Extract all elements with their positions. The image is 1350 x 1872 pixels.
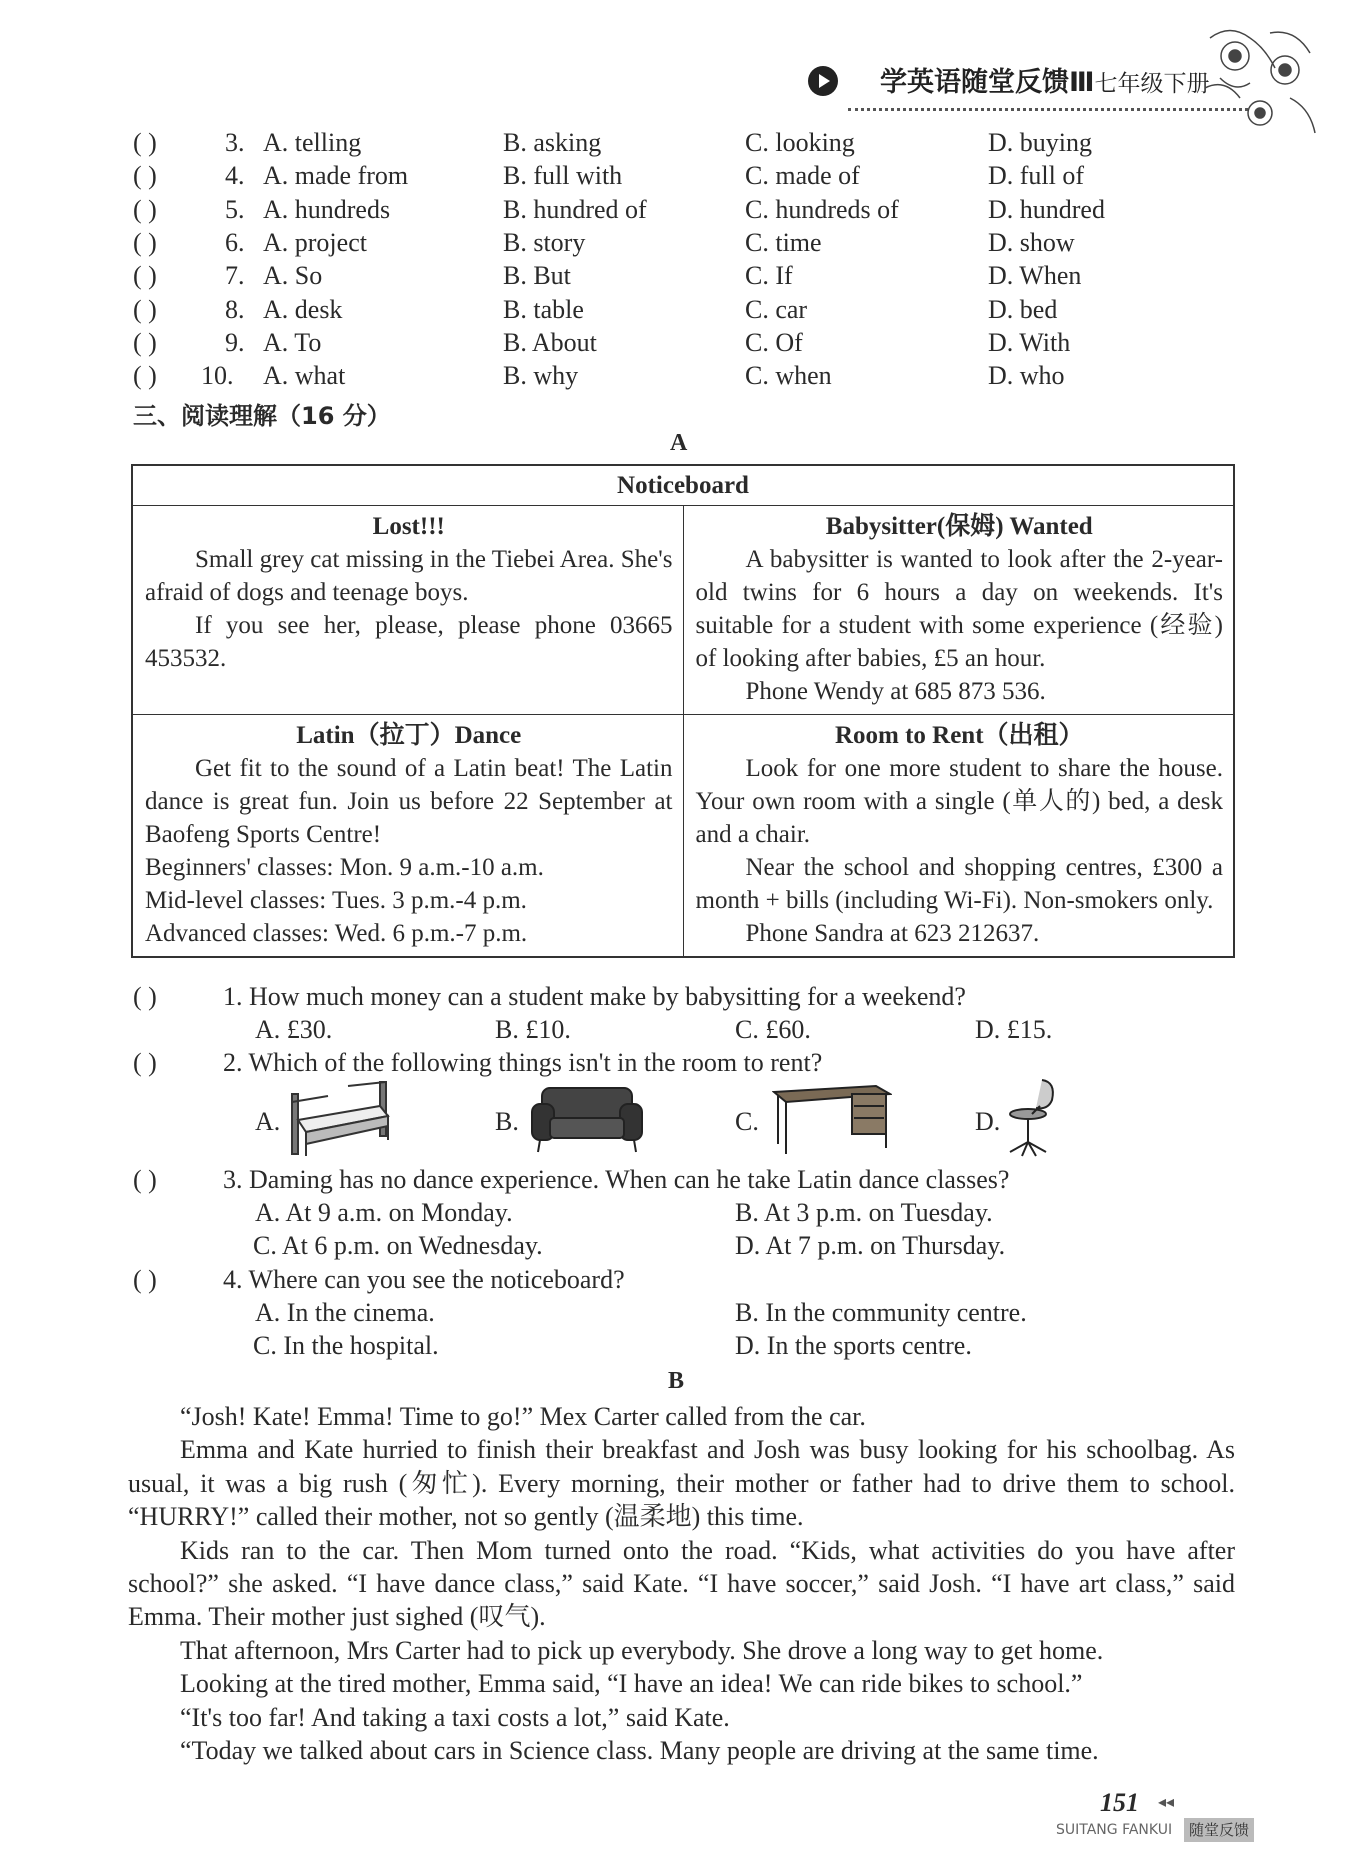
q4-option-c: C. In the hospital. [253, 1331, 439, 1360]
page-header [808, 42, 1238, 98]
latin-title: Latin（拉丁）Dance [296, 722, 522, 749]
brand-chinese: 随堂反馈 [1184, 1818, 1254, 1842]
bed-icon [288, 1080, 396, 1158]
desk-icon [772, 1082, 892, 1156]
answer-blank[interactable]: ( ) [133, 327, 157, 357]
brand-english: SUITANG FANKUI [1056, 1822, 1173, 1838]
question-number: 8. [225, 294, 245, 324]
lost-title: Lost!!! [372, 513, 445, 540]
option-a: A. what [263, 361, 346, 391]
q1-option-c: C. £60. [735, 1015, 811, 1044]
option-c: C. car [745, 294, 808, 324]
answer-blank[interactable]: ( ) [133, 361, 157, 391]
latin-text: Get fit to the sound of a Latin beat! The Latin dance is great fun. Join us before 22 September at Baofeng Sports Centre! [145, 755, 673, 848]
question-number: 9. [225, 327, 245, 357]
q4-option-d: D. In the sports centre. [735, 1331, 972, 1360]
option-c: C. Of [745, 327, 803, 357]
lost-text: Small grey cat missing in the Tiebei Area. She's afraid of dogs and teenage boys. [145, 546, 673, 606]
option-c: C. when [745, 361, 832, 391]
babysitter-phone: Phone Wendy at 685 873 536. [745, 678, 1046, 705]
option-a: A. project [263, 227, 367, 257]
part-b-heading: B [668, 1368, 685, 1394]
answer-blank[interactable]: ( ) [133, 294, 157, 324]
header-divider [848, 108, 1248, 111]
option-b: B. hundred of [503, 194, 647, 224]
latin-dance-notice [132, 715, 683, 958]
option-a: A. made from [263, 161, 409, 191]
question-number: 10. [201, 361, 234, 391]
chair-icon [1002, 1076, 1064, 1160]
option-d: D. With [988, 327, 1071, 357]
answer-blank[interactable]: ( ) [133, 1265, 157, 1294]
passage-paragraph: “It's too far! And taking a taxi costs a lot,” said Kate. [180, 1702, 730, 1732]
question-number: 7. [225, 261, 245, 291]
room-price: Near the school and shopping centres, £300 a month + bills (including Wi-Fi). Non-smokers only. [695, 854, 1223, 914]
option-c: C. time [745, 227, 822, 257]
arrow-left-icon: ◂◂ [1158, 1794, 1175, 1811]
option-b: B. But [503, 261, 571, 291]
passage-b [128, 1400, 1235, 1767]
option-c: C. looking [745, 128, 855, 157]
answer-blank[interactable]: ( ) [133, 982, 157, 1011]
answer-blank[interactable]: ( ) [133, 1165, 157, 1194]
latin-advanced: Advanced classes: Wed. 6 p.m.-7 p.m. [145, 920, 528, 947]
latin-beginners: Beginners' classes: Mon. 9 a.m.-10 a.m. [145, 854, 544, 881]
answer-blank[interactable]: ( ) [133, 128, 157, 157]
passage-paragraph: “Josh! Kate! Emma! Time to go!” Mex Carter called from the car. [180, 1402, 866, 1431]
q3-option-a: A. At 9 a.m. on Monday. [255, 1198, 513, 1227]
option-a: A. telling [263, 128, 362, 157]
q2-option-c: C. [735, 1107, 759, 1136]
babysitter-title: Babysitter(保姆) Wanted [825, 513, 1093, 540]
passage-paragraph: Looking at the tired mother, Emma said, “I have an idea! We can ride bikes to school.” [180, 1669, 1083, 1699]
option-d: D. bed [988, 294, 1058, 324]
babysitter-text: A babysitter is wanted to look after the 2-year-old twins for 6 hours a day on weekends. It's suitable for a student with some experience (经验) of looking after babies, £5 an hour. [695, 546, 1223, 672]
noticeboard-title: Noticeboard [132, 465, 1234, 506]
passage-paragraph: Emma and Kate hurried to finish their breakfast and Josh was busy looking for his schoolbag. As usual, it was a big rush (匆忙). Every morning, their mother or father had to drive them to school. “HURRY!” called their mother, not so gently (温柔地) this time. [128, 1435, 1235, 1532]
q3-option-b: B. At 3 p.m. on Tuesday. [735, 1198, 993, 1227]
answer-blank[interactable]: ( ) [133, 161, 157, 191]
q1-option-d: D. £15. [975, 1015, 1053, 1044]
option-b: B. asking [503, 128, 602, 157]
option-d: D. hundred [988, 194, 1105, 224]
option-d: D. show [988, 227, 1075, 257]
option-c: C. made of [745, 161, 860, 191]
q2-option-a: A. [255, 1107, 281, 1136]
option-d: D. full of [988, 161, 1085, 191]
answer-blank[interactable]: ( ) [133, 194, 157, 224]
lost-notice [132, 506, 683, 715]
room-rent-notice [683, 715, 1234, 958]
flower-decoration-icon [1190, 18, 1325, 138]
footer-brand [1056, 1818, 1256, 1844]
q3-option-d: D. At 7 p.m. on Thursday. [735, 1231, 1006, 1260]
section-title: 三、阅读理解（16 分） [133, 402, 391, 430]
q2-option-d: D. [975, 1107, 1001, 1136]
question-text: 1. How much money can a student make by babysitting for a weekend? [223, 982, 966, 1011]
room-title: Room to Rent（出租） [834, 722, 1084, 749]
q2-option-b: B. [495, 1107, 519, 1136]
noticeboard-table [131, 464, 1235, 958]
q3-option-c: C. At 6 p.m. on Wednesday. [253, 1231, 543, 1260]
q4-option-b: B. In the community centre. [735, 1298, 1027, 1327]
option-b: B. table [503, 294, 584, 324]
option-b: B. why [503, 361, 579, 391]
option-d: D. When [988, 261, 1082, 291]
question-number: 6. [225, 227, 245, 257]
q1-option-a: A. £30. [255, 1015, 333, 1044]
option-b: B. About [503, 327, 597, 357]
lost-phone: If you see her, please, please phone 03665 453532. [145, 612, 673, 672]
option-a: A. So [263, 261, 323, 291]
room-phone: Phone Sandra at 623 212637. [745, 920, 1040, 947]
question-number: 5. [225, 194, 245, 224]
book-title: 学英语随堂反馈Ⅲ七年级下册 [880, 67, 1210, 98]
option-d: D. who [988, 361, 1065, 391]
part-a-heading: A [670, 430, 688, 456]
option-a: A. To [263, 327, 322, 357]
question-number: 4. [225, 161, 245, 191]
option-d: D. buying [988, 128, 1092, 157]
option-b: B. full with [503, 161, 623, 191]
question-text: 3. Daming has no dance experience. When can he take Latin dance classes? [223, 1165, 1010, 1194]
option-a: A. desk [263, 294, 343, 324]
option-c: C. If [745, 261, 793, 291]
q4-option-a: A. In the cinema. [255, 1298, 435, 1327]
passage-paragraph: That afternoon, Mrs Carter had to pick up everybody. She drove a long way to get home. [180, 1635, 1104, 1665]
play-icon [808, 66, 838, 96]
babysitter-notice [683, 506, 1234, 715]
option-b: B. story [503, 227, 586, 257]
answer-blank[interactable]: ( ) [133, 227, 157, 257]
page-number: 151 [1100, 1788, 1139, 1817]
room-text: Look for one more student to share the house. Your own room with a single (单人的) bed, a desk and a chair. [695, 755, 1223, 848]
question-text: 4. Where can you see the noticeboard? [223, 1265, 625, 1294]
passage-paragraph: Kids ran to the car. Then Mom turned onto the road. “Kids, what activities do you have after school?” she asked. “I have dance class,” said Kate. “I have soccer,” said Josh. “I have art class,” said Emma. Their mother just sighed (叹气). [128, 1535, 1235, 1632]
question-number: 3. [225, 128, 245, 157]
answer-blank[interactable]: ( ) [133, 1048, 157, 1077]
option-c: C. hundreds of [745, 194, 899, 224]
q1-option-b: B. £10. [495, 1015, 571, 1044]
latin-midlevel: Mid-level classes: Tues. 3 p.m.-4 p.m. [145, 887, 527, 914]
option-a: A. hundreds [263, 194, 391, 224]
sofa-icon [530, 1082, 645, 1154]
question-text: 2. Which of the following things isn't in the room to rent? [223, 1048, 823, 1077]
passage-paragraph: “Today we talked about cars in Science class. Many people are driving at the same time. [180, 1736, 1099, 1766]
answer-blank[interactable]: ( ) [133, 261, 157, 291]
